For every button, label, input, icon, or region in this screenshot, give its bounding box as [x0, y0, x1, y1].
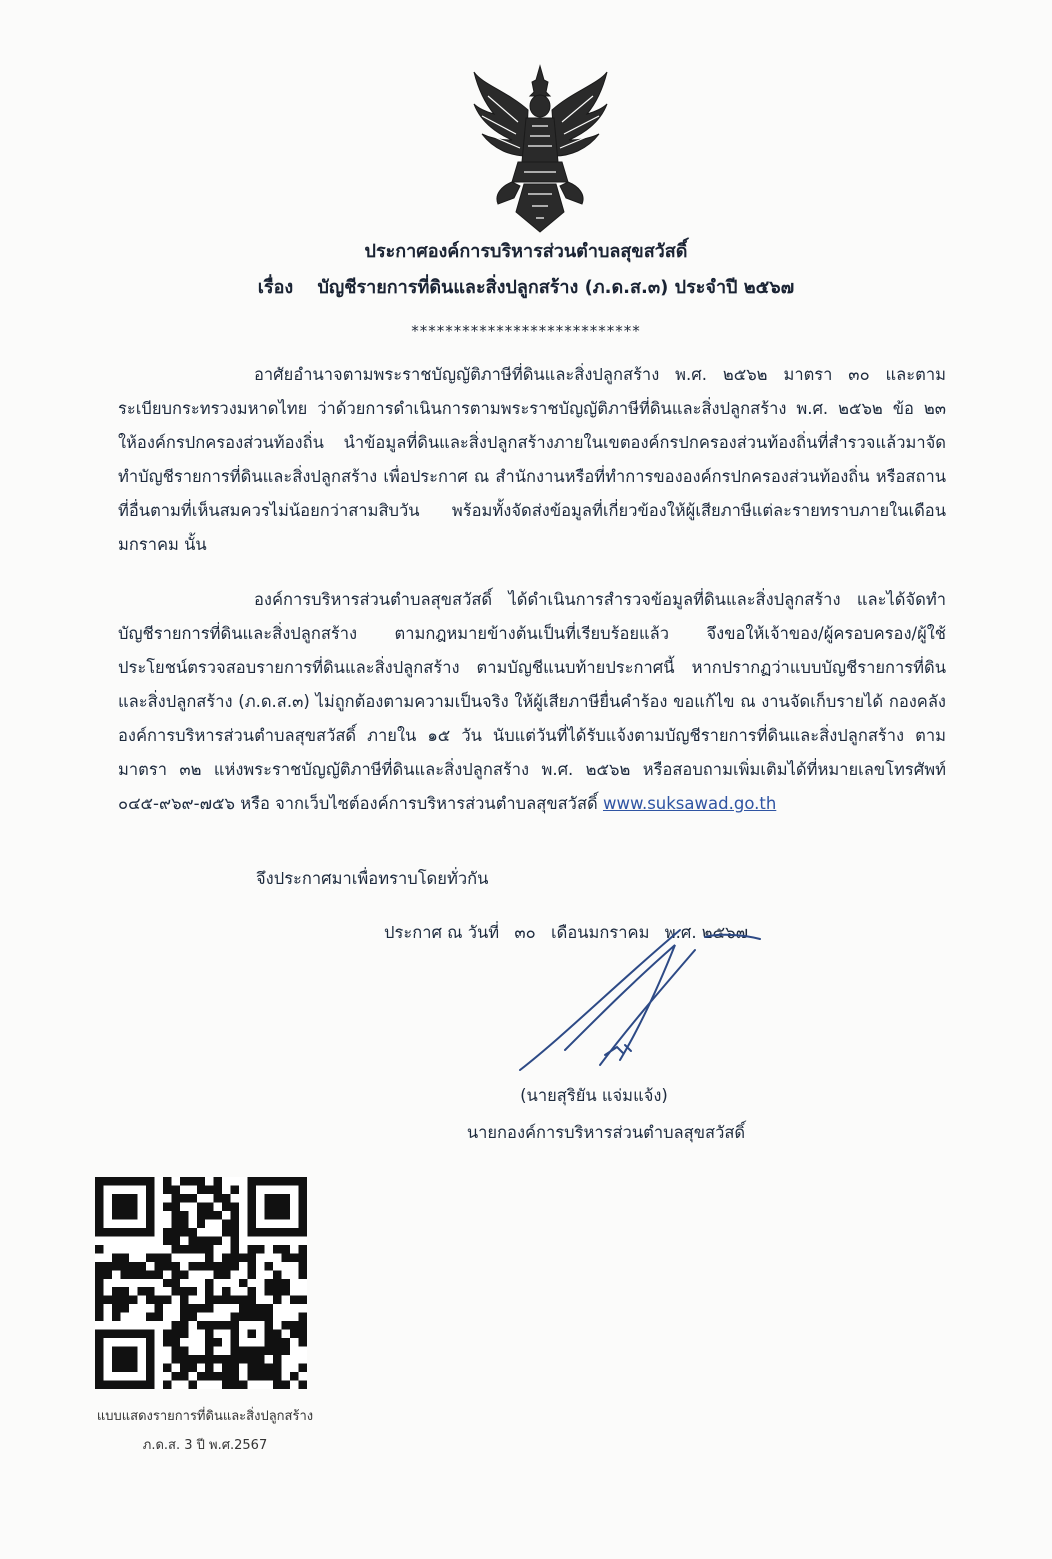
- date-year: พ.ศ. ๒๕๖๗: [664, 923, 749, 942]
- handwritten-signature-icon: [505, 925, 775, 1075]
- subject-text: บัญชีรายการที่ดินและสิ่งปลูกสร้าง (ภ.ด.ส.๓) ประจำปี ๒๕๖๗: [317, 277, 795, 298]
- date-day: ๓๐: [514, 923, 536, 942]
- signer-position: นายกองค์การบริหารส่วนตำบลสุขสวัสดิ์: [466, 1123, 746, 1142]
- qr-caption-title: แบบแสดงรายการที่ดินและสิ่งปลูกสร้าง: [96, 1409, 314, 1424]
- website-link[interactable]: www.suksawad.go.th: [602, 794, 777, 813]
- paragraph-legal-basis: อาศัยอำนาจตามพระราชบัญญัติภาษีที่ดินและสิ่งปลูกสร้าง พ.ศ. ๒๕๖๒ มาตรา ๓๐ และตามระเบียบกระทรวงมหาดไทย ว่าด้วยการดำเนินการตามพระราชบัญญัติภาษีที่ดินและสิ่งปลูกสร้าง พ.ศ. ๒๕๖๒ ข้อ ๒๓ ให้องค์กรปกครองส่วนท้องถิ่น นำข้อมูลที่ดินและสิ่งปลูกสร้างภายในเขตองค์กรปกครองส่วนท้องถิ่นที่สำรวจแล้วมาจัดทำบัญชีรายการที่ดินและสิ่งปลูกสร้าง เพื่อประกาศ ณ สำนักงานหรือที่ทำการขององค์กรปกครองส่วนท้องถิ่น หรือสถานที่อื่นตามที่เห็นสมควรไม่น้อยกว่าสามสิบวัน พร้อมทั้งจัดส่งข้อมูลที่เกี่ยวข้องให้ผู้เสียภาษีแต่ละรายทราบภายในเดือนมกราคม นั้น: [118, 365, 946, 554]
- paragraph-instructions-text: องค์การบริหารส่วนตำบลสุขสวัสดิ์ ได้ดำเนินการสำรวจข้อมูลที่ดินและสิ่งปลูกสร้าง และได้จัดทำบัญชีรายการที่ดินและสิ่งปลูกสร้าง ตามกฎหมายข้างต้นเป็นที่เรียบร้อยแล้ว จึงขอให้เจ้าของ/ผู้ครอบครอง/ผู้ใช้ประโยชน์ตรวจสอบรายการที่ดินและสิ่งปลูกสร้าง ตามบัญชีแนบท้ายประกาศนี้ หากปรากฏว่าแบบบัญชีรายการที่ดินและสิ่งปลูกสร้าง (ภ.ด.ส.๓) ไม่ถูกต้องตามความเป็นจริง ให้ผู้เสียภาษียื่นคำร้อง ขอแก้ไข ณ งานจัดเก็บรายได้ กองคลัง องค์การบริหารส่วนตำบลสุขสวัสดิ์ ภายใน ๑๕ วัน นับแต่วันที่ได้รับแจ้งตามบัญชีรายการที่ดินและสิ่งปลูกสร้าง ตามมาตรา ๓๒ แห่งพระราชบัญญัติภาษีที่ดินและสิ่งปลูกสร้าง พ.ศ. ๒๕๖๒ หรือสอบถามเพิ่มเติมได้ที่หมายเลขโทรศัพท์ ๐๔๕-๙๖๙-๗๕๖ หรือ จากเว็บไซต์องค์การบริหารส่วนตำบลสุขสวัสดิ์: [118, 590, 946, 813]
- subject-label: เรื่อง: [257, 277, 294, 298]
- signer-name: (นายสุริยัน แจ่มแจ้ง): [520, 1086, 668, 1105]
- announcement-subject: [0, 272, 1052, 301]
- garuda-emblem-icon: [468, 62, 613, 234]
- qr-caption-subtitle: ภ.ด.ส. 3 ปี พ.ศ.2567: [142, 1438, 268, 1453]
- paragraph-instructions: [118, 583, 946, 821]
- date-month: เดือนมกราคม: [551, 923, 650, 942]
- closing-statement: จึงประกาศมาเพื่อทราบโดยทั่วกัน: [256, 869, 489, 888]
- qr-code-icon[interactable]: [95, 1177, 307, 1389]
- date-prefix: ประกาศ ณ วันที่: [384, 923, 500, 942]
- announcement-title: ประกาศองค์การบริหารส่วนตำบลสุขสวัสดิ์: [364, 241, 688, 262]
- separator-stars: ***************************: [411, 322, 641, 340]
